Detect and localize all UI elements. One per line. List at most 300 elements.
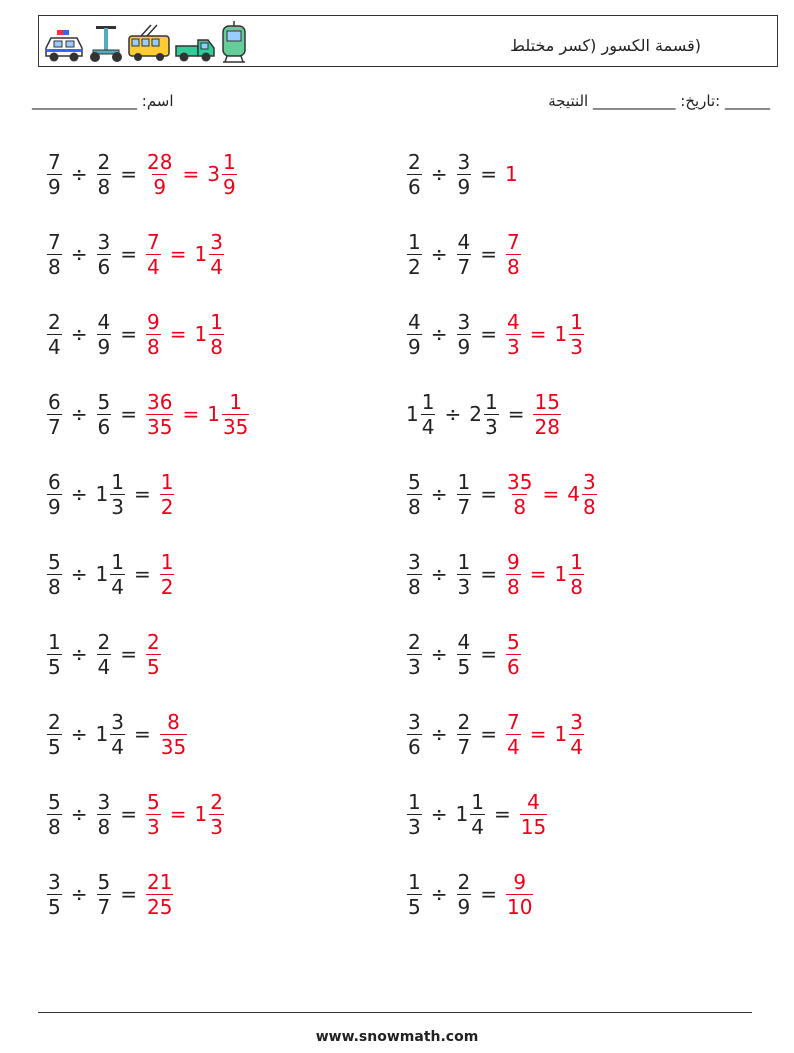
whole-part: 1 <box>406 402 419 426</box>
problem-11 <box>46 544 175 604</box>
dividend <box>46 549 63 599</box>
denominator: 6 <box>408 174 421 199</box>
divisor <box>456 309 473 359</box>
divisor <box>456 629 473 679</box>
fraction <box>209 229 224 279</box>
equals-sign: = <box>182 402 200 426</box>
dividend <box>46 389 63 439</box>
divisor <box>96 629 113 679</box>
divisor <box>456 149 473 199</box>
denominator: 6 <box>408 734 421 759</box>
numerator: 7 <box>507 229 520 254</box>
fraction <box>506 549 521 599</box>
numerator: 1 <box>457 469 471 494</box>
problem-20 <box>406 864 534 924</box>
numerator: 4 <box>408 309 421 334</box>
answer-fraction <box>519 789 548 839</box>
denominator: 4 <box>507 734 520 759</box>
divisor <box>456 709 473 759</box>
equals-sign: = <box>480 562 497 586</box>
answer-fraction <box>505 709 522 759</box>
denominator: 5 <box>48 894 61 919</box>
problem-7 <box>46 384 250 444</box>
denominator: 9 <box>457 334 471 359</box>
numerator: 3 <box>570 709 583 734</box>
denominator: 4 <box>48 334 61 359</box>
answer <box>145 389 250 439</box>
numerator: 36 <box>147 389 173 414</box>
fraction <box>457 869 472 919</box>
numerator: 1 <box>408 789 421 814</box>
divisor <box>456 469 473 519</box>
dividend <box>406 389 436 439</box>
fraction <box>457 629 472 679</box>
problem-16 <box>406 704 585 764</box>
numerator: 7 <box>48 149 61 174</box>
fraction <box>569 549 584 599</box>
numerator: 1 <box>160 469 174 494</box>
fraction <box>520 789 547 839</box>
fraction <box>407 869 422 919</box>
problem-10 <box>406 464 598 524</box>
answer-fraction <box>505 469 534 519</box>
dividend <box>46 229 63 279</box>
police-car-icon <box>43 28 85 64</box>
dividend <box>406 709 423 759</box>
denominator: 3 <box>457 574 471 599</box>
numerator: 5 <box>48 789 61 814</box>
problem-6 <box>406 304 585 364</box>
dividend <box>406 629 423 679</box>
fraction <box>47 389 62 439</box>
answer-fraction <box>145 869 174 919</box>
divide-sign: ÷ <box>430 562 448 586</box>
denominator: 10 <box>507 894 533 919</box>
divide-sign: ÷ <box>70 722 88 746</box>
fraction <box>506 709 521 759</box>
fraction <box>47 469 62 519</box>
fraction <box>484 389 499 439</box>
denominator: 9 <box>97 334 111 359</box>
problem-12 <box>406 544 585 604</box>
problem-9 <box>46 464 175 524</box>
divisor <box>456 549 473 599</box>
answer <box>505 549 585 599</box>
denominator: 3 <box>507 334 520 359</box>
divide-sign: ÷ <box>70 562 88 586</box>
answer-fraction <box>505 629 522 679</box>
fraction <box>97 389 112 439</box>
numerator: 1 <box>210 309 223 334</box>
numerator: 9 <box>507 549 520 574</box>
equals-sign: = <box>120 642 137 666</box>
answer <box>505 162 519 186</box>
denominator: 8 <box>513 494 527 519</box>
numerator: 4 <box>97 309 111 334</box>
divide-sign: ÷ <box>430 322 448 346</box>
answer-fraction <box>145 389 174 439</box>
dividend <box>406 149 423 199</box>
denominator: 3 <box>408 654 421 679</box>
problem-3 <box>46 224 225 284</box>
divisor <box>456 229 473 279</box>
answer-mixed <box>554 549 585 599</box>
answer-mixed <box>207 389 250 439</box>
equals-sign: = <box>529 722 547 746</box>
equals-sign: = <box>480 482 497 506</box>
whole-part: 1 <box>554 562 568 586</box>
numerator: 3 <box>48 869 61 894</box>
denominator: 5 <box>147 654 160 679</box>
numerator: 3 <box>408 549 421 574</box>
fraction <box>457 709 472 759</box>
answer-fraction <box>159 469 176 519</box>
fraction <box>407 469 422 519</box>
fraction <box>97 789 112 839</box>
denominator: 8 <box>210 334 223 359</box>
divisor <box>96 309 113 359</box>
numerator: 1 <box>570 309 583 334</box>
numerator: 5 <box>97 869 111 894</box>
divide-sign: ÷ <box>70 642 88 666</box>
problem-1 <box>46 144 238 204</box>
dividend <box>46 789 63 839</box>
denominator: 8 <box>48 574 61 599</box>
answer <box>159 549 176 599</box>
whole-part: 1 <box>95 482 109 506</box>
numerator: 3 <box>457 149 471 174</box>
answer-fraction <box>145 309 162 359</box>
divide-sign: ÷ <box>430 802 448 826</box>
fraction <box>457 309 472 359</box>
denominator: 3 <box>408 814 421 839</box>
whole-part: 1 <box>554 722 568 746</box>
header-box <box>38 15 778 67</box>
fraction <box>146 229 161 279</box>
fraction <box>407 549 422 599</box>
whole-part: 1 <box>95 722 109 746</box>
answer-fraction <box>505 549 522 599</box>
denominator: 9 <box>48 494 61 519</box>
whole-part: 4 <box>567 482 580 506</box>
numerator: 5 <box>48 549 61 574</box>
denominator: 3 <box>111 494 124 519</box>
whole-part: 1 <box>194 242 208 266</box>
fraction <box>506 469 533 519</box>
answer-mixed <box>567 469 597 519</box>
trolleybus-icon <box>127 24 171 64</box>
numerator: 9 <box>513 869 527 894</box>
numerator: 35 <box>507 469 533 494</box>
denominator: 9 <box>153 174 167 199</box>
equals-sign: = <box>133 562 151 586</box>
answer-fraction <box>159 709 188 759</box>
fraction <box>407 229 422 279</box>
answer <box>505 469 598 519</box>
numerator: 2 <box>457 709 471 734</box>
divide-sign: ÷ <box>70 242 88 266</box>
numerator: 2 <box>147 629 160 654</box>
equals-sign: = <box>120 802 137 826</box>
denominator: 2 <box>160 494 174 519</box>
numerator: 2 <box>210 789 223 814</box>
numerator: 2 <box>48 309 61 334</box>
whole-part: 1 <box>194 322 208 346</box>
fraction <box>457 469 472 519</box>
fraction <box>47 149 62 199</box>
numerator: 2 <box>97 629 111 654</box>
equals-sign: = <box>120 162 137 186</box>
dividend <box>46 629 63 679</box>
answer <box>159 709 188 759</box>
dividend <box>406 549 423 599</box>
denominator: 7 <box>457 734 471 759</box>
denominator: 3 <box>484 414 498 439</box>
denominator: 4 <box>147 254 160 279</box>
answer <box>505 869 534 919</box>
numerator: 2 <box>48 709 61 734</box>
numerator: 5 <box>97 389 111 414</box>
fraction <box>160 709 187 759</box>
equals-sign: = <box>480 882 497 906</box>
equals-sign: = <box>133 722 151 746</box>
divisor <box>96 149 113 199</box>
numerator: 1 <box>160 549 174 574</box>
numerator: 3 <box>97 229 111 254</box>
whole-part: 1 <box>455 802 469 826</box>
fraction <box>407 149 422 199</box>
divisor <box>96 229 113 279</box>
answer-fraction <box>145 149 174 199</box>
fraction <box>47 549 62 599</box>
denominator: 8 <box>48 814 61 839</box>
fraction <box>457 229 472 279</box>
scooter-icon <box>88 24 124 64</box>
numerator: 4 <box>457 629 471 654</box>
denominator: 8 <box>408 494 421 519</box>
tram-icon <box>219 20 249 64</box>
equals-sign: = <box>169 802 187 826</box>
numerator: 7 <box>147 229 160 254</box>
answer-fraction <box>145 229 162 279</box>
problem-8 <box>406 384 562 444</box>
numerator: 7 <box>507 709 520 734</box>
whole-part: 1 <box>95 562 109 586</box>
answer <box>159 469 176 519</box>
answer-mixed <box>194 789 225 839</box>
divide-sign: ÷ <box>70 162 88 186</box>
numerator: 7 <box>48 229 61 254</box>
divisor <box>95 549 126 599</box>
numerator: 3 <box>408 709 421 734</box>
numerator: 1 <box>570 549 583 574</box>
divisor <box>456 869 473 919</box>
problem-4 <box>406 224 522 284</box>
numerator: 15 <box>534 389 560 414</box>
answer <box>505 629 522 679</box>
name-field: اسم: ______________ <box>32 92 174 110</box>
fraction <box>47 309 62 359</box>
denominator: 4 <box>111 574 124 599</box>
denominator: 25 <box>147 894 173 919</box>
denominator: 5 <box>457 654 471 679</box>
answer-mixed <box>194 309 225 359</box>
divide-sign: ÷ <box>430 722 448 746</box>
equals-sign: = <box>507 402 525 426</box>
whole-part: 1 <box>194 802 208 826</box>
answer <box>145 309 225 359</box>
numerator: 4 <box>527 789 540 814</box>
fraction <box>457 549 472 599</box>
equals-sign: = <box>480 722 497 746</box>
divisor <box>95 469 126 519</box>
denominator: 4 <box>97 654 111 679</box>
fraction <box>110 469 125 519</box>
fraction <box>407 629 422 679</box>
divisor <box>469 389 499 439</box>
problem-2 <box>406 144 519 204</box>
equals-sign: = <box>120 402 137 426</box>
truck-icon <box>174 32 216 64</box>
numerator: 1 <box>421 389 435 414</box>
fraction <box>506 629 521 679</box>
fraction <box>421 389 436 439</box>
fraction <box>110 709 125 759</box>
fraction <box>47 709 62 759</box>
answer <box>145 149 238 199</box>
whole-part: 1 <box>554 322 568 346</box>
fraction <box>160 469 175 519</box>
fraction <box>569 309 584 359</box>
denominator: 8 <box>507 254 520 279</box>
equals-sign: = <box>493 802 511 826</box>
denominator: 8 <box>97 814 111 839</box>
equals-sign: = <box>120 242 137 266</box>
fraction <box>146 309 161 359</box>
answer <box>519 789 548 839</box>
problem-14 <box>406 624 522 684</box>
dividend <box>46 469 63 519</box>
answer-mixed <box>194 229 225 279</box>
fraction <box>110 549 125 599</box>
denominator: 5 <box>48 654 61 679</box>
answer <box>145 629 162 679</box>
answer-fraction <box>505 309 522 359</box>
fraction <box>160 549 175 599</box>
denominator: 8 <box>408 574 421 599</box>
denominator: 8 <box>97 174 111 199</box>
fraction <box>533 389 560 439</box>
divisor <box>96 869 113 919</box>
denominator: 7 <box>48 414 61 439</box>
denominator: 6 <box>97 254 111 279</box>
answer <box>505 229 522 279</box>
numerator: 1 <box>457 549 471 574</box>
denominator: 2 <box>160 574 174 599</box>
denominator: 6 <box>97 414 111 439</box>
numerator: 3 <box>457 309 471 334</box>
numerator: 2 <box>457 869 471 894</box>
divide-sign: ÷ <box>430 642 448 666</box>
whole-part: 2 <box>469 402 482 426</box>
numerator: 8 <box>167 709 180 734</box>
divide-sign: ÷ <box>430 482 448 506</box>
numerator: 1 <box>408 229 421 254</box>
denominator: 4 <box>471 814 484 839</box>
numerator: 5 <box>408 469 421 494</box>
numerator: 5 <box>147 789 160 814</box>
problem-13 <box>46 624 162 684</box>
divide-sign: ÷ <box>70 322 88 346</box>
denominator: 7 <box>97 894 111 919</box>
dividend <box>406 789 423 839</box>
denominator: 35 <box>160 734 187 759</box>
equals-sign: = <box>133 482 151 506</box>
denominator: 5 <box>48 734 61 759</box>
denominator: 9 <box>222 174 236 199</box>
answer <box>145 869 174 919</box>
divide-sign: ÷ <box>430 882 448 906</box>
denominator: 7 <box>457 494 471 519</box>
problem-5 <box>46 304 225 364</box>
answer-whole: 1 <box>505 162 518 186</box>
numerator: 6 <box>48 469 61 494</box>
fraction <box>407 709 422 759</box>
answer <box>505 709 585 759</box>
dividend <box>406 869 423 919</box>
equals-sign: = <box>480 162 497 186</box>
numerator: 9 <box>147 309 160 334</box>
numerator: 1 <box>222 149 236 174</box>
denominator: 3 <box>147 814 160 839</box>
fraction <box>222 149 237 199</box>
denominator: 28 <box>534 414 560 439</box>
denominator: 15 <box>520 814 547 839</box>
problem-15 <box>46 704 188 764</box>
divide-sign: ÷ <box>70 802 88 826</box>
equals-sign: = <box>169 242 187 266</box>
denominator: 4 <box>111 734 124 759</box>
denominator: 4 <box>570 734 583 759</box>
answer-mixed <box>554 309 585 359</box>
fraction <box>209 309 224 359</box>
dividend <box>46 309 63 359</box>
equals-sign: = <box>529 562 547 586</box>
answer-fraction <box>505 229 522 279</box>
denominator: 5 <box>408 894 421 919</box>
equals-sign: = <box>480 642 497 666</box>
equals-sign: = <box>542 482 560 506</box>
fraction <box>146 869 173 919</box>
problem-19 <box>46 864 174 924</box>
numerator: 21 <box>147 869 173 894</box>
divide-sign: ÷ <box>70 482 88 506</box>
equals-sign: = <box>120 322 137 346</box>
denominator: 8 <box>582 494 596 519</box>
date-score-field: ______ :تاريخ: ___________ النتيجة <box>548 92 770 110</box>
equals-sign: = <box>529 322 547 346</box>
dividend <box>46 869 63 919</box>
fraction <box>457 149 472 199</box>
denominator: 4 <box>421 414 435 439</box>
answer-fraction <box>145 629 162 679</box>
numerator: 2 <box>408 149 421 174</box>
answer-mixed <box>207 149 237 199</box>
denominator: 3 <box>210 814 223 839</box>
numerator: 1 <box>111 469 124 494</box>
fraction <box>506 309 521 359</box>
numerator: 1 <box>229 389 243 414</box>
